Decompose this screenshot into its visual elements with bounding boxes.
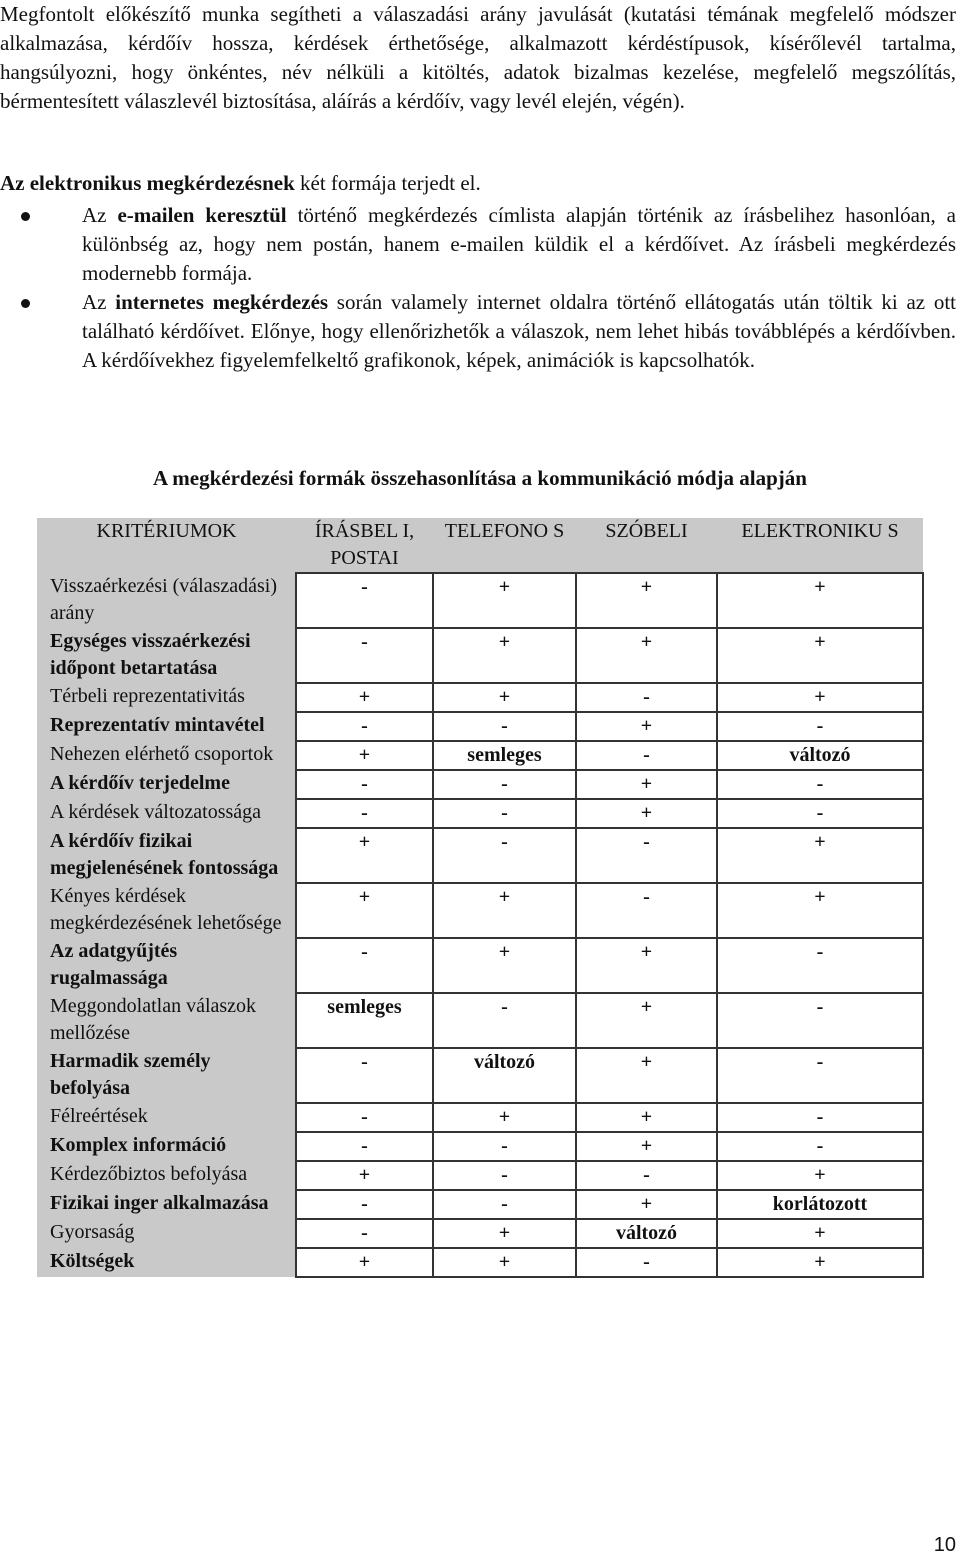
bullet-pre: Az (82, 290, 116, 314)
bullet-post: során valamely internet oldalra történő ellátogatás után töltik ki az ott található kérdőívet. Előnye, hogy ellenőrizhetők a válaszok, nem lehet hibás továbblépés a kérdőívben. A kérdőívekhez figyelemfelkeltő grafikonok, képek, animációk is kapcsolhatók. (82, 290, 956, 372)
bullet-icon (21, 299, 30, 308)
criterion-cell: Fizikai inger alkalmazása (37, 1190, 296, 1219)
lead-bold: Az elektronikus megkérdezésnek (0, 171, 295, 195)
criterion-cell: Nehezen elérhető csoportok (37, 741, 296, 770)
rating-cell: + (576, 573, 717, 628)
rating-cell: - (433, 712, 576, 741)
rating-cell: + (296, 828, 433, 883)
rating-cell: + (576, 799, 717, 828)
header-criteria: KRITÉRIUMOK (37, 518, 296, 573)
survey-forms-list (0, 201, 956, 375)
rating-cell: + (433, 938, 576, 993)
table-row (37, 628, 923, 683)
criterion-cell: Kérdezőbiztos befolyása (37, 1161, 296, 1190)
rating-cell: + (433, 1219, 576, 1248)
rating-cell: + (296, 683, 433, 712)
rating-cell: - (717, 712, 923, 741)
rating-cell: - (433, 799, 576, 828)
rating-cell: + (717, 683, 923, 712)
rating-cell: - (296, 1048, 433, 1103)
table-row (37, 1103, 923, 1132)
rating-cell: + (717, 573, 923, 628)
rating-cell: + (433, 683, 576, 712)
intro-paragraph (0, 0, 956, 116)
rating-cell: - (576, 1161, 717, 1190)
comparison-table (37, 518, 924, 1278)
rating-cell: + (433, 1103, 576, 1132)
rating-cell: változó (433, 1048, 576, 1103)
table-title: A megkérdezési formák összehasonlítása a kommunikáció módja alapján (153, 466, 807, 490)
rating-cell: + (717, 1219, 923, 1248)
table-body (37, 573, 923, 1277)
table-row (37, 712, 923, 741)
rating-cell: semleges (296, 993, 433, 1048)
lead-rest: két formája terjedt el. (294, 171, 481, 195)
criterion-cell: Térbeli reprezentativitás (37, 683, 296, 712)
rating-cell: - (433, 828, 576, 883)
table-row (37, 993, 923, 1048)
criterion-cell: Harmadik személy befolyása (37, 1048, 296, 1103)
rating-cell: - (576, 741, 717, 770)
rating-cell: - (433, 1132, 576, 1161)
table-row (37, 741, 923, 770)
table-row (37, 883, 923, 938)
rating-cell: + (433, 883, 576, 938)
criterion-cell: Félreértések (37, 1103, 296, 1132)
rating-cell: - (296, 573, 433, 628)
rating-cell: - (296, 1190, 433, 1219)
rating-cell: - (576, 683, 717, 712)
intro-text: Megfontolt előkészítő munka segítheti a válaszadási arány javulását (kutatási témának megfelelő módszer alkalmazása, kérdőív hossza, kérdések érthetősége, alkalmazott kérdéstípusok, kísérőlevél tartalma, hangsúlyozni, hogy önkéntes, név nélküli a kitöltés, adatok bizalmas kezelése, megfelelő megszólítás, bérmentesített válaszlevél biztosítása, aláírás a kérdőív, vagy levél elején, végén). (0, 2, 956, 113)
rating-cell: - (433, 993, 576, 1048)
table-header-row (37, 518, 923, 573)
criterion-cell: Visszaérkezési (válaszadási) arány (37, 573, 296, 628)
rating-cell: - (296, 770, 433, 799)
rating-cell: + (717, 628, 923, 683)
rating-cell: + (576, 770, 717, 799)
rating-cell: + (433, 1248, 576, 1277)
rating-cell: + (296, 1248, 433, 1277)
rating-cell: - (576, 883, 717, 938)
criterion-cell: Az adatgyűjtés rugalmassága (37, 938, 296, 993)
rating-cell: - (717, 1048, 923, 1103)
bullet-bold: e-mailen keresztül (117, 203, 287, 227)
list-item-internet (0, 288, 956, 375)
rating-cell: + (576, 993, 717, 1048)
rating-cell: - (433, 1161, 576, 1190)
rating-cell: + (433, 573, 576, 628)
table-row (37, 1219, 923, 1248)
table-row (37, 938, 923, 993)
rating-cell: - (433, 770, 576, 799)
criterion-cell: Meggondolatlan válaszok mellőzése (37, 993, 296, 1048)
rating-cell: - (296, 1132, 433, 1161)
table-row (37, 1132, 923, 1161)
rating-cell: - (296, 1103, 433, 1132)
table-row (37, 828, 923, 883)
criterion-cell: Gyorsaság (37, 1219, 296, 1248)
rating-cell: - (296, 1219, 433, 1248)
bullet-icon (21, 212, 30, 221)
rating-cell: - (717, 993, 923, 1048)
rating-cell: + (576, 1048, 717, 1103)
rating-cell: + (717, 1248, 923, 1277)
rating-cell: + (717, 1161, 923, 1190)
criterion-cell: A kérdőív fizikai megjelenésének fontossága (37, 828, 296, 883)
table-row (37, 1248, 923, 1277)
rating-cell: + (576, 1190, 717, 1219)
rating-cell: - (717, 1103, 923, 1132)
rating-cell: + (717, 828, 923, 883)
rating-cell: + (717, 883, 923, 938)
header-oral: SZÓBELI (576, 518, 717, 573)
table-row (37, 683, 923, 712)
rating-cell: + (296, 1161, 433, 1190)
rating-cell: - (576, 828, 717, 883)
rating-cell: + (576, 938, 717, 993)
rating-cell: - (717, 1132, 923, 1161)
rating-cell: - (296, 799, 433, 828)
rating-cell: + (576, 628, 717, 683)
header-written: ÍRÁSBEL I, POSTAI (296, 518, 433, 573)
table-row (37, 799, 923, 828)
bullet-post: történő megkérdezés címlista alapján történik az írásbelihez hasonlóan, a különbség az, hogy nem postán, hanem e-mailen küldik el a kérdőívet. Az írásbeli megkérdezés modernebb formája. (82, 203, 956, 285)
criterion-cell: A kérdések változatossága (37, 799, 296, 828)
list-item-email (0, 201, 956, 288)
table-row (37, 573, 923, 628)
page-number: 10 (933, 1534, 956, 1556)
rating-cell: változó (576, 1219, 717, 1248)
table-row (37, 1190, 923, 1219)
rating-cell: - (296, 628, 433, 683)
rating-cell: + (296, 741, 433, 770)
rating-cell: semleges (433, 741, 576, 770)
table-row (37, 770, 923, 799)
header-phone: TELEFONO S (433, 518, 576, 573)
bullet-bold: internetes megkérdezés (115, 290, 329, 314)
criterion-cell: Komplex információ (37, 1132, 296, 1161)
rating-cell: - (433, 1190, 576, 1219)
rating-cell: - (296, 938, 433, 993)
rating-cell: - (717, 938, 923, 993)
rating-cell: - (576, 1248, 717, 1277)
rating-cell: + (576, 1132, 717, 1161)
rating-cell: korlátozott (717, 1190, 923, 1219)
rating-cell: - (717, 799, 923, 828)
rating-cell: + (576, 1103, 717, 1132)
rating-cell: változó (717, 741, 923, 770)
criterion-cell: Reprezentatív mintavétel (37, 712, 296, 741)
table-row (37, 1048, 923, 1103)
rating-cell: - (296, 712, 433, 741)
rating-cell: + (433, 628, 576, 683)
criterion-cell: Kényes kérdések megkérdezésének lehetősége (37, 883, 296, 938)
rating-cell: - (717, 770, 923, 799)
table-row (37, 1161, 923, 1190)
bullet-pre: Az (82, 203, 118, 227)
electronic-survey-lead (0, 169, 481, 198)
criterion-cell: Költségek (37, 1248, 296, 1277)
header-electronic: ELEKTRONIKU S (717, 518, 923, 573)
criterion-cell: Egységes visszaérkezési időpont betartatása (37, 628, 296, 683)
rating-cell: + (296, 883, 433, 938)
rating-cell: + (576, 712, 717, 741)
criterion-cell: A kérdőív terjedelme (37, 770, 296, 799)
